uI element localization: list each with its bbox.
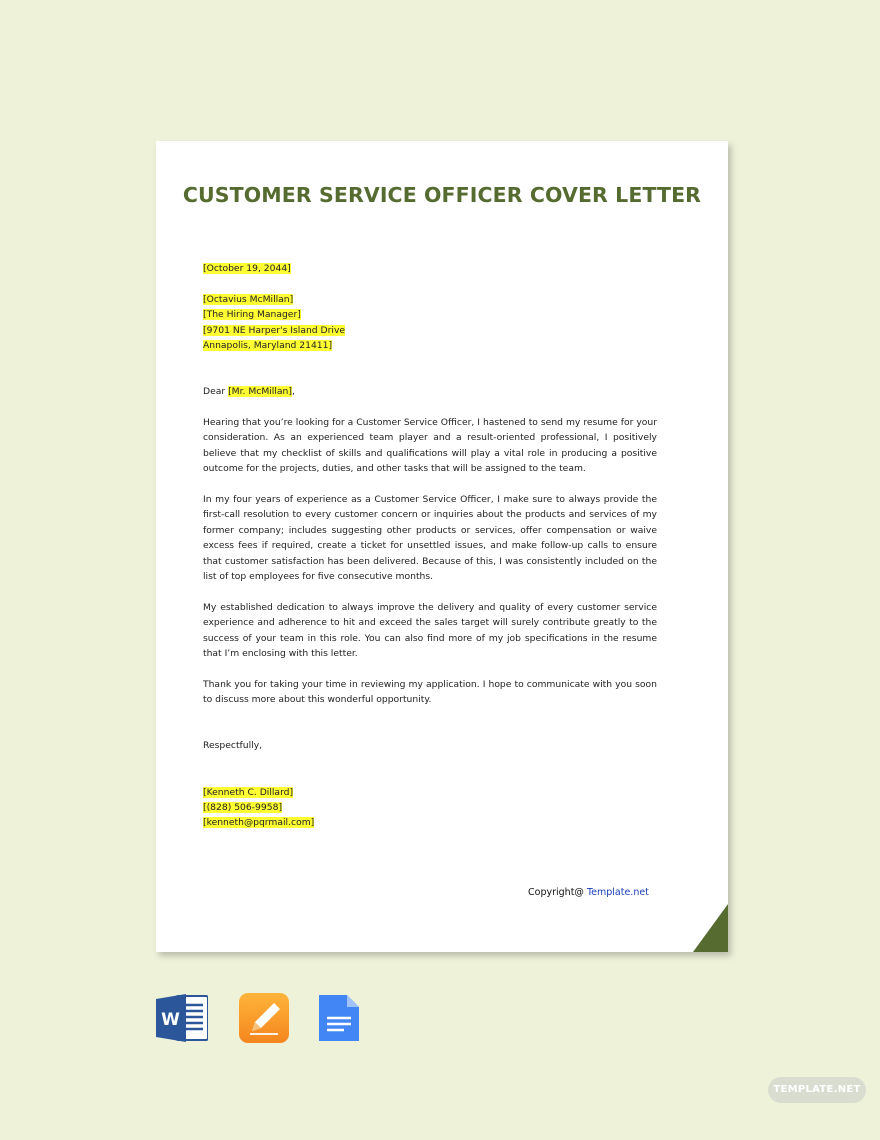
paragraph-3: My established dedication to always improve the delivery and quality of every customer service experience and adherence to hit and exceed the sales target will surely contribute greatly to the success of your team in this role. You can also find more of my job specifications in the resume that I’m enclosing with this letter. [203,601,657,660]
page-corner-decoration [693,904,728,952]
salutation [203,384,657,399]
template-net-badge[interactable]: TEMPLATE.NET [768,1077,866,1103]
word-icon[interactable] [156,993,208,1043]
salutation-name: [Mr. McMillan] [228,386,292,398]
salutation-prefix: Dear [203,386,229,398]
paragraph-4: Thank you for taking your time in reviewing my application. I hope to communicate with you soon to discuss more about this wonderful opportunity. [203,678,657,706]
recipient-address-line-2: Annapolis, Maryland 21411] [203,340,333,352]
copyright-link[interactable]: Template.net [586,887,649,898]
sender-email: [kenneth@pqrmail.com] [203,817,315,829]
recipient-role: [The Hiring Manager] [203,309,301,321]
paragraph-2: In my four years of experience as a Customer Service Officer, I make sure to always provide the first-call resolution to every customer concern or inquiries about the products and services of my former company; includes suggesting other products or services, offer compensation or waive excess fees if required, create a ticket for unsettled issues, and make follow-up calls to ensure that customer satisfaction has been delivered. Because of this, I was consistently included on the list of top employees for five consecutive months. [203,494,657,583]
word-icon-letter: W [161,1010,180,1030]
paragraph-1: Hearing that you’re looking for a Customer Service Officer, I hastened to send my resume for your consideration. As an experienced team player and a result-oriented professional, I positively believe that my checklist of skills and qualifications will play a vital role in producing a positive outcome for the projects, duties, and other tasks that will be assigned to the team. [203,417,657,475]
pages-icon[interactable] [238,993,290,1043]
sender-phone: [(828) 506-9958] [203,802,283,814]
letter-page [156,141,728,952]
salutation-suffix: , [291,386,295,398]
letter-body [203,261,657,831]
recipient-name: [Octavius McMillan] [203,293,294,305]
closing: Respectfully, [203,740,263,752]
copyright-label: Copyright@ [528,887,587,898]
google-docs-icon[interactable] [312,993,364,1043]
copyright-notice [528,887,649,898]
recipient-address-line-1: [9701 NE Harper's Island Drive [203,324,346,336]
date: [October 19, 2044] [203,263,291,274]
sender-name: [Kenneth C. Dillard] [203,786,294,798]
letter-title: CUSTOMER SERVICE OFFICER COVER LETTER [182,183,702,207]
